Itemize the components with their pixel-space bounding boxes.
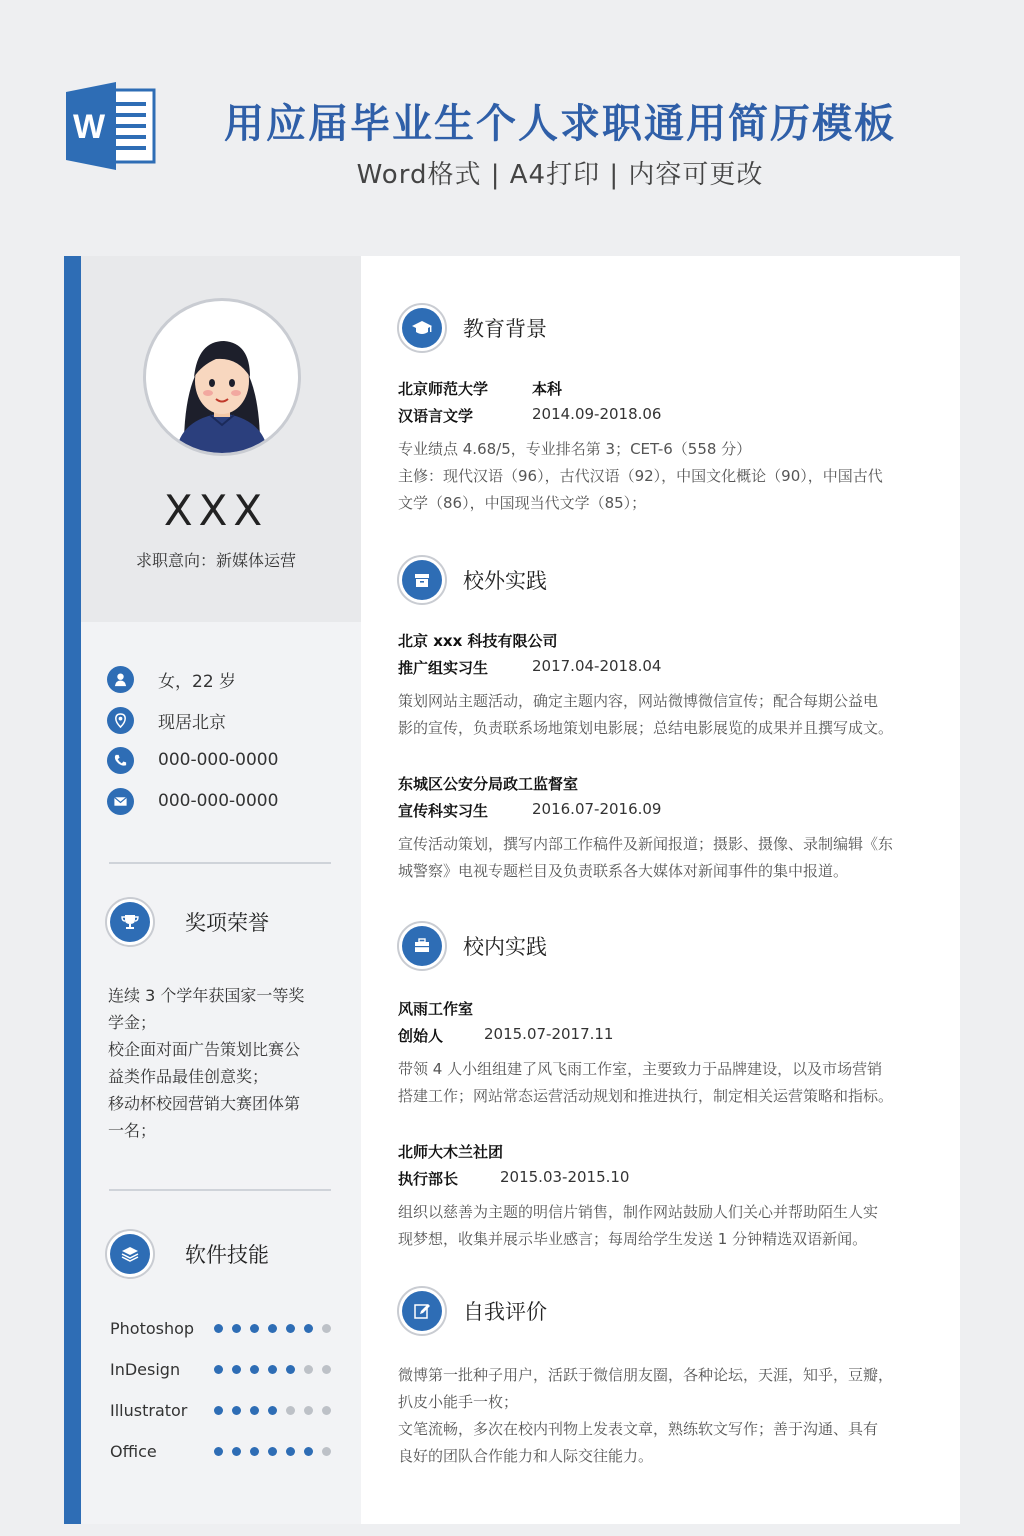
job-intent: 求职意向：新媒体运营: [135, 551, 296, 570]
external-practice-heading: [397, 552, 547, 608]
skill-dot-filled: [250, 1324, 259, 1333]
skill-level-dots: [214, 1365, 340, 1374]
skill-dot-filled: [304, 1447, 313, 1456]
section-title: 校内实践: [463, 935, 547, 959]
school-name: 北京师范大学: [398, 380, 489, 398]
layers-icon: [105, 1229, 155, 1279]
skill-dot-filled: [232, 1406, 241, 1415]
detail-line: 文笔流畅，多次在校内刊物上发表文章，熟练软文写作；善于沟通、具有: [398, 1420, 879, 1438]
role: 宣传科实习生: [398, 802, 489, 820]
detail-line: 策划网站主题活动，确定主题内容，网站微博微信宣传；配合每期公益电: [398, 692, 879, 710]
info-location: [107, 705, 226, 735]
skill-name: Office: [110, 1441, 157, 1461]
svg-text:W: W: [72, 108, 106, 146]
date-range: 2015.07-2017.11: [484, 1025, 614, 1043]
role: 执行部长: [398, 1170, 459, 1188]
skill-row: [110, 1315, 340, 1341]
awards-heading: [105, 894, 269, 950]
skill-level-dots: [214, 1406, 340, 1415]
section-title: 自我评价: [463, 1300, 547, 1324]
role: 推广组实习生: [398, 659, 489, 677]
date-range: 2016.07-2016.09: [532, 800, 662, 818]
job-description: [398, 1199, 918, 1253]
major: 汉语言文学: [398, 407, 474, 425]
org-name: 北师大木兰社团: [398, 1143, 504, 1161]
skill-dot-filled: [214, 1406, 223, 1415]
detail-line: 现梦想，收集并展示毕业感言；每周给学生发送 1 分钟精选双语新闻。: [398, 1230, 868, 1248]
date-range: 2015.03-2015.10: [500, 1168, 630, 1186]
archive-box-icon: [397, 555, 447, 605]
detail-line: 文学（86），中国现当代文学（85）；: [398, 494, 647, 512]
skill-dot-empty: [322, 1406, 331, 1415]
divider: [109, 1189, 331, 1191]
skill-dot-empty: [322, 1365, 331, 1374]
self-evaluation-text: [398, 1362, 918, 1470]
avatar: [143, 298, 301, 456]
skill-dot-filled: [286, 1365, 295, 1374]
skill-row: [110, 1438, 340, 1464]
trophy-icon: [105, 897, 155, 947]
skill-name: Illustrator: [110, 1400, 188, 1420]
person-icon: [107, 666, 134, 693]
accent-bar: [64, 256, 81, 1524]
graduation-cap-icon: [397, 303, 447, 353]
campus-practice-heading: [397, 918, 547, 974]
date-range: 2017.04-2018.04: [532, 657, 662, 675]
section-title: 校外实践: [463, 569, 547, 593]
mail-icon: [107, 788, 134, 815]
skill-dot-empty: [304, 1365, 313, 1374]
date-range: 2014.09-2018.06: [532, 405, 662, 423]
award-line: 学金；: [108, 1013, 157, 1032]
candidate-name: XXX: [163, 486, 269, 535]
location-icon: [107, 707, 134, 734]
detail-line: 搭建工作；网站常态运营活动规划和推进执行，制定相关运营策略和指标。: [398, 1087, 894, 1105]
award-line: 一名；: [108, 1121, 157, 1140]
detail-line: 扒皮小能手一枚；: [398, 1393, 519, 1411]
info-email: [107, 786, 278, 816]
detail-line: 良好的团队合作能力和人际交往能力。: [398, 1447, 654, 1465]
info-text: 000-000-0000: [158, 750, 279, 770]
detail-line: 组织以慈善为主题的明信片销售，制作网站鼓励人们关心并帮助陌生人实: [398, 1203, 879, 1221]
section-title: 奖项荣誉: [185, 911, 269, 935]
org-name: 风雨工作室: [398, 1000, 474, 1018]
briefcase-icon: [397, 921, 447, 971]
page-subtitle: Word格式 | A4打印 | 内容可更改: [356, 160, 764, 190]
skill-dot-empty: [286, 1406, 295, 1415]
skill-dot-filled: [268, 1324, 277, 1333]
award-line: 校企面对面广告策划比赛公: [108, 1040, 301, 1059]
skill-row: [110, 1397, 340, 1423]
detail-line: 微博第一批种子用户，活跃于微信朋友圈，各种论坛，天涯，知乎，豆瓣，: [398, 1366, 894, 1384]
page-title: 用应届毕业生个人求职通用简历模板: [224, 101, 896, 147]
detail-line: 专业绩点 4.68/5，专业排名第 3；CET-6（558 分）: [398, 440, 752, 458]
detail-line: 宣传活动策划，撰写内部工作稿件及新闻报道；摄影、摄像、录制编辑《东: [398, 835, 894, 853]
info-text: 现居北京: [158, 712, 226, 733]
detail-line: 主修：现代汉语（96），古代汉语（92），中国文化概论（90），中国古代: [398, 467, 883, 485]
skill-dot-filled: [232, 1365, 241, 1374]
detail-line: 城警察》电视专题栏目及负责联系各大媒体对新闻事件的集中报道。: [398, 862, 849, 880]
education-heading: [397, 300, 547, 356]
skill-dot-filled: [268, 1406, 277, 1415]
skill-dot-empty: [322, 1324, 331, 1333]
sidebar: [81, 256, 361, 1524]
awards-text: [108, 982, 330, 1144]
info-text: 女，22 岁: [158, 671, 237, 692]
org-name: 北京 xxx 科技有限公司: [398, 632, 558, 650]
degree: 本科: [532, 380, 563, 398]
info-text: 000-000-0000: [158, 791, 279, 811]
skill-name: InDesign: [110, 1359, 181, 1379]
edit-icon: [397, 1286, 447, 1336]
skill-dot-filled: [214, 1324, 223, 1333]
skill-dot-empty: [322, 1447, 331, 1456]
skill-level-dots: [214, 1324, 340, 1333]
profile-panel: [81, 256, 361, 622]
skill-dot-empty: [304, 1406, 313, 1415]
skill-dot-filled: [286, 1324, 295, 1333]
skill-name: Photoshop: [110, 1318, 195, 1338]
section-title: 教育背景: [463, 317, 547, 341]
word-logo-icon: [66, 82, 156, 170]
org-name: 东城区公安分局政工监督室: [398, 775, 579, 793]
skills-heading: [105, 1226, 269, 1282]
job-description: [398, 688, 918, 742]
info-phone: [107, 745, 278, 775]
skill-dot-filled: [268, 1447, 277, 1456]
skill-level-dots: [214, 1447, 340, 1456]
section-title: 软件技能: [185, 1243, 269, 1267]
job-description: [398, 831, 918, 885]
award-line: 移动杯校园营销大赛团体第: [108, 1094, 301, 1113]
role: 创始人: [398, 1027, 444, 1045]
skill-dot-filled: [250, 1447, 259, 1456]
phone-icon: [107, 747, 134, 774]
skill-dot-filled: [232, 1447, 241, 1456]
skill-dot-filled: [286, 1447, 295, 1456]
skill-row: [110, 1356, 340, 1382]
skill-dot-filled: [250, 1365, 259, 1374]
skill-dot-filled: [232, 1324, 241, 1333]
divider: [109, 862, 331, 864]
education-details: [398, 436, 918, 517]
skill-dot-filled: [214, 1365, 223, 1374]
self-evaluation-heading: [397, 1283, 547, 1339]
resume-sheet: [64, 256, 960, 1524]
detail-line: 带领 4 人小组组建了风飞雨工作室，主要致力于品牌建设，以及市场营销: [398, 1060, 883, 1078]
skill-dot-filled: [250, 1406, 259, 1415]
skill-dot-filled: [268, 1365, 277, 1374]
skill-dot-filled: [304, 1324, 313, 1333]
award-line: 益类作品最佳创意奖；: [108, 1067, 269, 1086]
job-description: [398, 1056, 918, 1110]
detail-line: 影的宣传，负责联系场地策划电影展；总结电影展览的成果并且撰写成文。: [398, 719, 894, 737]
skill-dot-filled: [214, 1447, 223, 1456]
award-line: 连续 3 个学年获国家一等奖: [108, 986, 305, 1005]
info-gender-age: [107, 664, 236, 694]
